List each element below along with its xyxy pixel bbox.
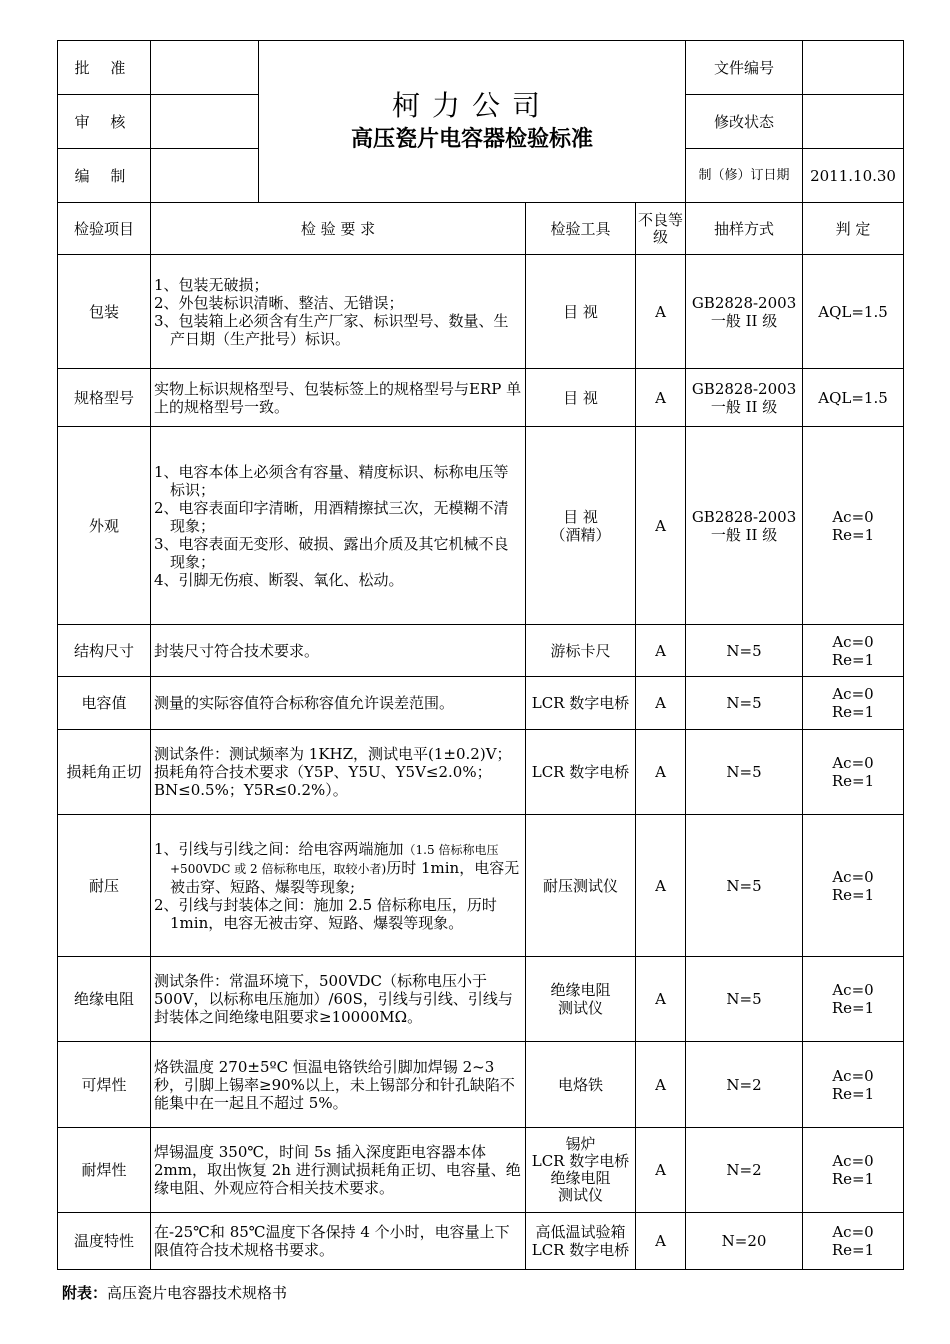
compile-value (151, 149, 259, 203)
row-sampling: N=5 (686, 815, 803, 957)
row-item: 包装 (58, 255, 151, 369)
row-tool: 绝缘电阻 测试仪 (526, 957, 636, 1042)
table-row (58, 255, 904, 369)
row-item: 温度特性 (58, 1213, 151, 1270)
row-judgement: Ac=0 Re=1 (803, 427, 904, 625)
doc-no-value (803, 41, 904, 95)
row-judgement: Ac=0 Re=1 (803, 957, 904, 1042)
row-tool: 目 视 (526, 255, 636, 369)
company-name: 柯力公司 (392, 88, 553, 122)
row-judgement: AQL=1.5 (803, 369, 904, 427)
date-label: 制（修）订日期 (686, 149, 803, 203)
row-judgement: Ac=0 Re=1 (803, 730, 904, 815)
row-sampling: N=5 (686, 625, 803, 677)
row-item: 可焊性 (58, 1042, 151, 1128)
table-row (58, 1128, 904, 1213)
row-item: 外观 (58, 427, 151, 625)
col-requirement: 检 验 要 求 (151, 203, 526, 255)
row-grade: A (636, 1042, 686, 1128)
row-grade: A (636, 1128, 686, 1213)
appendix-note (62, 1282, 287, 1303)
row-grade: A (636, 255, 686, 369)
table-row (58, 957, 904, 1042)
row-requirement: 测试条件：测试频率为 1KHZ，测试电平(1±0.2)V；损耗角符合技术要求（Y5P、Y5U、Y5V≤2.0%；BN≤0.5%；Y5R≤0.2%）。 (151, 730, 526, 815)
document-title: 高压瓷片电容器检验标准 (351, 126, 594, 152)
row-requirement: 在-25℃和 85℃温度下各保持 4 个小时，电容量上下限值符合技术规格书要求。 (151, 1213, 526, 1270)
row-grade: A (636, 427, 686, 625)
row-requirement: 1、引线与引线之间：给电容两端施加（1.5 倍标称电压+500VDC 或 2 倍标称电压，取较小者)历时 1min，电容无被击穿、短路、爆裂等现象; 2、引线与封装体之间：施加 2.5 倍标称电压，历时 1min，电容无被击穿、短路、爆裂等现象。 (151, 815, 526, 957)
row-tool: LCR 数字电桥 (526, 677, 636, 730)
row-grade: A (636, 815, 686, 957)
compile-label: 编 制 (58, 149, 151, 203)
row-tool: 目 视 （酒精） (526, 427, 636, 625)
row-item: 规格型号 (58, 369, 151, 427)
row-sampling: N=20 (686, 1213, 803, 1270)
table-row (58, 677, 904, 730)
row-requirement: 测量的实际容值符合标称容值允许误差范围。 (151, 677, 526, 730)
row-grade: A (636, 677, 686, 730)
row-tool: 锡炉 LCR 数字电桥 绝缘电阻 测试仪 (526, 1128, 636, 1213)
row-judgement: AQL=1.5 (803, 255, 904, 369)
review-value (151, 95, 259, 149)
row-item: 结构尺寸 (58, 625, 151, 677)
row-judgement: Ac=0 Re=1 (803, 625, 904, 677)
row-tool: 目 视 (526, 369, 636, 427)
revision-value (803, 95, 904, 149)
approve-label: 批 准 (58, 41, 151, 95)
appendix-link[interactable]: 高压瓷片电容器技术规格书 (107, 1284, 288, 1302)
row-sampling: GB2828-2003 一般 II 级 (686, 427, 803, 625)
row-sampling: N=5 (686, 957, 803, 1042)
table-row (58, 815, 904, 957)
row-tool: LCR 数字电桥 (526, 730, 636, 815)
row-requirement: 1、电容本体上必须含有容量、精度标识、标称电压等标识； 2、电容表面印字清晰，用酒精擦拭三次，无模糊不清现象； 3、电容表面无变形、破损、露出介质及其它机械不良现象； 4、引脚无伤痕、断裂、氧化、松动。 (151, 427, 526, 625)
row-sampling: N=5 (686, 677, 803, 730)
row-tool: 电烙铁 (526, 1042, 636, 1128)
row-judgement: Ac=0 Re=1 (803, 677, 904, 730)
review-label: 审 核 (58, 95, 151, 149)
col-defect-grade: 不良等级 (636, 203, 686, 255)
row-requirement: 烙铁温度 270±5ºC 恒温电铬铁给引脚加焊锡 2~3秒，引脚上锡率≥90%以上，未上锡部分和针孔缺陷不能集中在一起且不超过 5%。 (151, 1042, 526, 1128)
row-item: 绝缘电阻 (58, 957, 151, 1042)
row-grade: A (636, 730, 686, 815)
row-sampling: N=2 (686, 1128, 803, 1213)
inspection-standard-table (57, 40, 904, 1270)
row-item: 耐压 (58, 815, 151, 957)
table-row (58, 369, 904, 427)
row-grade: A (636, 957, 686, 1042)
col-item: 检验项目 (58, 203, 151, 255)
row-judgement: Ac=0 Re=1 (803, 1042, 904, 1128)
row-grade: A (636, 625, 686, 677)
row-grade: A (636, 1213, 686, 1270)
table-row (58, 427, 904, 625)
table-row (58, 1213, 904, 1270)
col-sampling: 抽样方式 (686, 203, 803, 255)
row-requirement: 实物上标识规格型号、包装标签上的规格型号与ERP 单上的规格型号一致。 (151, 369, 526, 427)
row-requirement: 焊锡温度 350℃，时间 5s 插入深度距电容器本体2mm，取出恢复 2h 进行测试损耗角正切、电容量、绝缘电阻、外观应符合相关技术要求。 (151, 1128, 526, 1213)
row-item: 损耗角正切 (58, 730, 151, 815)
row-judgement: Ac=0 Re=1 (803, 1128, 904, 1213)
row-item: 耐焊性 (58, 1128, 151, 1213)
appendix-label: 附表： (62, 1284, 108, 1302)
row-tool: 高低温试验箱 LCR 数字电桥 (526, 1213, 636, 1270)
row-sampling: GB2828-2003 一般 II 级 (686, 369, 803, 427)
row-sampling: N=2 (686, 1042, 803, 1128)
row-requirement: 1、包装无破损； 2、外包装标识清晰、整洁、无错误； 3、包装箱上必须含有生产厂家、标识型号、数量、生产日期（生产批号）标识。 (151, 255, 526, 369)
approve-value (151, 41, 259, 95)
title-block (259, 41, 686, 203)
table-row (58, 1042, 904, 1128)
row-grade: A (636, 369, 686, 427)
row-judgement: Ac=0 Re=1 (803, 815, 904, 957)
row-sampling: N=5 (686, 730, 803, 815)
row-tool: 耐压测试仪 (526, 815, 636, 957)
doc-no-label: 文件编号 (686, 41, 803, 95)
row-item: 电容值 (58, 677, 151, 730)
date-value: 2011.10.30 (803, 149, 904, 203)
revision-label: 修改状态 (686, 95, 803, 149)
row-requirement: 封装尺寸符合技术要求。 (151, 625, 526, 677)
col-tool: 检验工具 (526, 203, 636, 255)
row-sampling: GB2828-2003 一般 II 级 (686, 255, 803, 369)
table-row (58, 730, 904, 815)
row-judgement: Ac=0 Re=1 (803, 1213, 904, 1270)
row-tool: 游标卡尺 (526, 625, 636, 677)
row-requirement: 测试条件：常温环境下，500VDC（标称电压小于500V，以标称电压施加）/60S，引线与引线、引线与封装体之间绝缘电阻要求≥10000MΩ。 (151, 957, 526, 1042)
col-judgement: 判 定 (803, 203, 904, 255)
table-row (58, 625, 904, 677)
